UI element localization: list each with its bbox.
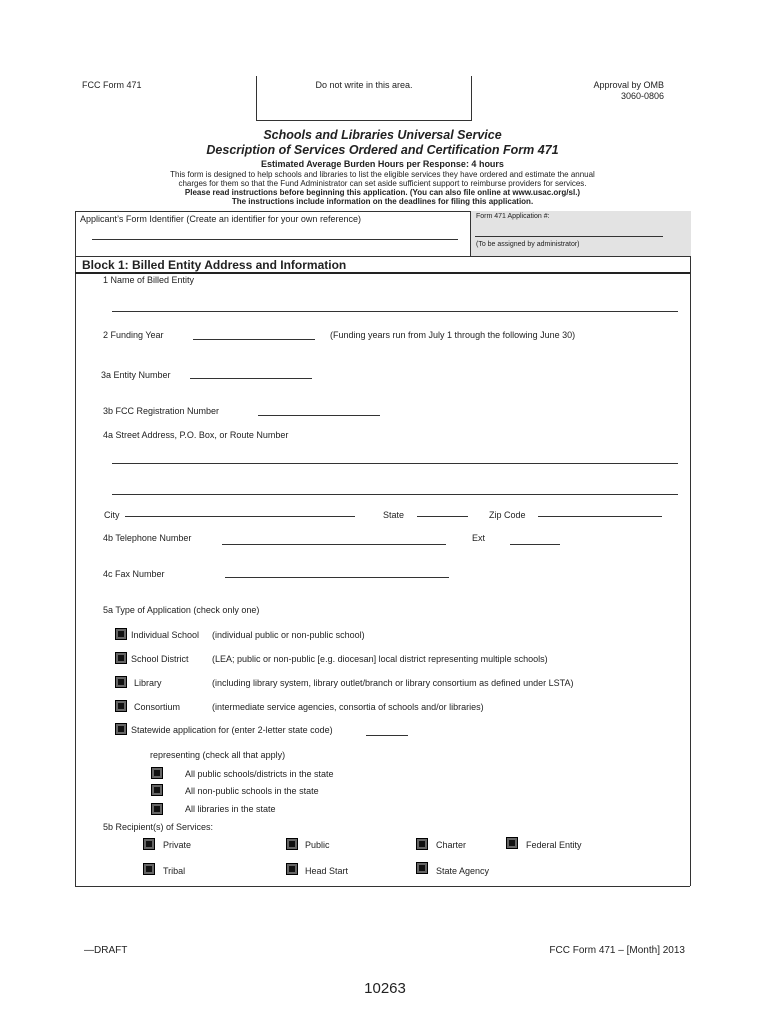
- checkbox-statewide[interactable]: [115, 723, 127, 735]
- option-library-desc: (including library system, library outlet/branch or library consortium as defined under LSTA): [212, 678, 574, 688]
- fcc-registration-label: 3b FCC Registration Number: [103, 406, 220, 416]
- applicant-identifier-label: Applicant’s Form Identifier (Create an identifier for your own reference): [80, 214, 361, 224]
- description-line1: This form is designed to help schools and libraries to list the eligible services they have ordered and estimate the annual: [170, 170, 595, 179]
- zip-label: Zip Code: [489, 510, 526, 520]
- instructions-line2: The instructions include information on the deadlines for filing this application.: [231, 197, 534, 206]
- zip-field[interactable]: [538, 516, 662, 517]
- omb-approval-label: Approval by OMB: [593, 80, 664, 90]
- recipient-tribal: Tribal: [163, 866, 186, 876]
- checkbox-school-district[interactable]: [115, 652, 127, 664]
- option-all-non-public: All non-public schools in the state: [185, 786, 319, 796]
- checkbox-state-agency[interactable]: [416, 862, 428, 874]
- checkbox-federal-entity[interactable]: [506, 837, 518, 849]
- funding-year-note: (Funding years run from July 1 through the following June 30): [330, 330, 576, 340]
- checkbox-library[interactable]: [115, 676, 127, 688]
- billed-entity-name-label: 1 Name of Billed Entity: [103, 275, 195, 285]
- recipient-head-start: Head Start: [305, 866, 349, 876]
- option-individual-school-desc: (individual public or non-public school): [212, 630, 365, 640]
- omb-approval: [560, 80, 664, 101]
- billed-entity-name-field[interactable]: [112, 311, 678, 312]
- city-label: City: [104, 510, 120, 520]
- option-consortium: Consortium: [134, 702, 181, 712]
- ext-label: Ext: [472, 533, 486, 543]
- recipient-private: Private: [163, 840, 192, 850]
- fax-label: 4c Fax Number: [103, 569, 165, 579]
- description-line2: charges for them so that the Fund Administrator can set aside sufficient support to reimburse providers for services.: [178, 179, 587, 188]
- do-not-write-note: Do not write in this area.: [315, 80, 413, 90]
- application-number-label: Form 471 Application #:: [476, 213, 550, 220]
- footer-draft: —DRAFT: [84, 945, 128, 956]
- option-all-libraries: All libraries in the state: [185, 804, 276, 814]
- checkbox-consortium[interactable]: [115, 700, 127, 712]
- checkbox-charter[interactable]: [416, 838, 428, 850]
- state-field[interactable]: [417, 516, 468, 517]
- checkbox-all-public[interactable]: [151, 767, 163, 779]
- admin-area-box: [256, 76, 472, 121]
- fax-field[interactable]: [225, 577, 449, 578]
- form-left-border: [75, 211, 76, 886]
- city-field[interactable]: [125, 516, 355, 517]
- ext-field[interactable]: [510, 544, 560, 545]
- recipient-public: Public: [305, 840, 330, 850]
- checkbox-all-non-public[interactable]: [151, 784, 163, 796]
- title-line2: Description of Services Ordered and Certification Form 471: [206, 143, 559, 157]
- block1-title: Block 1: Billed Entity Address and Information: [82, 258, 347, 272]
- telephone-field[interactable]: [222, 544, 446, 545]
- applicant-identifier-field[interactable]: [92, 239, 458, 240]
- checkbox-individual-school[interactable]: [115, 628, 127, 640]
- option-statewide: Statewide application for (enter 2-letter state code): [131, 725, 333, 735]
- application-number-box: [470, 211, 691, 256]
- form-right-border: [690, 211, 691, 886]
- option-school-district-desc: (LEA; public or non-public [e.g. diocesan] local district representing multiple schools): [212, 654, 548, 664]
- option-school-district: School District: [131, 654, 189, 664]
- form-bottom-border: [75, 886, 690, 887]
- entity-number-field[interactable]: [190, 378, 312, 379]
- street-address-field-2[interactable]: [112, 494, 678, 495]
- state-label: State: [383, 510, 405, 520]
- application-type-label: 5a Type of Application (check only one): [103, 605, 260, 615]
- instructions-line1: Please read instructions before beginning this application. (You can also file online at www.usac.org/sl.): [184, 188, 581, 197]
- option-library: Library: [134, 678, 162, 688]
- option-consortium-desc: (intermediate service agencies, consortia of schools and/or libraries): [212, 702, 484, 712]
- assigned-note: (To be assigned by administrator): [476, 241, 580, 248]
- title-block: [75, 128, 690, 206]
- omb-number: 3060-0806: [620, 91, 664, 101]
- title-line1: Schools and Libraries Universal Service: [263, 128, 502, 142]
- checkbox-private[interactable]: [143, 838, 155, 850]
- form-number: FCC Form 471: [82, 80, 142, 90]
- option-individual-school: Individual School: [131, 630, 200, 640]
- application-number-field: [475, 236, 663, 237]
- checkbox-head-start[interactable]: [286, 863, 298, 875]
- burden-hours: Estimated Average Burden Hours per Response: 4 hours: [261, 159, 504, 169]
- option-all-public: All public schools/districts in the state: [185, 769, 334, 779]
- street-address-field-1[interactable]: [112, 463, 678, 464]
- state-code-field[interactable]: [366, 735, 408, 736]
- street-address-label: 4a Street Address, P.O. Box, or Route Number: [103, 430, 289, 440]
- recipient-state-agency: State Agency: [436, 866, 490, 876]
- recipients-label: 5b Recipient(s) of Services:: [103, 822, 214, 832]
- checkbox-public[interactable]: [286, 838, 298, 850]
- checkbox-tribal[interactable]: [143, 863, 155, 875]
- entity-number-label: 3a Entity Number: [101, 370, 171, 380]
- funding-year-field[interactable]: [193, 339, 315, 340]
- funding-year-label: 2 Funding Year: [103, 330, 164, 340]
- recipient-federal-entity: Federal Entity: [526, 840, 582, 850]
- fcc-registration-field[interactable]: [258, 415, 380, 416]
- page-number: 10263: [364, 980, 406, 997]
- footer-form-month: FCC Form 471 – [Month] 2013: [549, 945, 685, 956]
- telephone-label: 4b Telephone Number: [103, 533, 192, 543]
- checkbox-all-libraries[interactable]: [151, 803, 163, 815]
- representing-label: representing (check all that apply): [150, 750, 286, 760]
- recipient-charter: Charter: [436, 840, 467, 850]
